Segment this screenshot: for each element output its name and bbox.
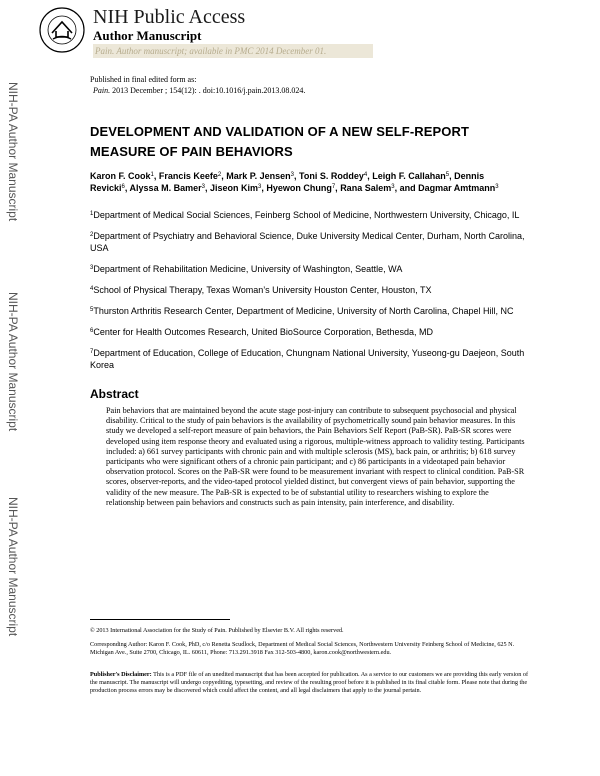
author-affiliation-number: 5: [445, 172, 450, 178]
author-name: Karon F. Cook: [90, 171, 151, 181]
affiliation-item: [90, 347, 530, 371]
author-name: Leigh F. Callahan: [372, 171, 446, 181]
author-list: Karon F. Cook$^1$, Francis Keefe$^2$, Mark P. Jensen$^3$, Toni S. Roddey$^4$, Leigh F. Callahan$^5$, Dennis Revicki$^6$, Alyssa M. Bamer$^3$, Jiseon Kim$^3$, Hyewon Chung$^7$, Rana Salem$^3$, and Dagmar Amtmann$^3$: [90, 171, 499, 193]
author-affiliation-number: 2: [217, 172, 222, 178]
corresponding-author-note: Corresponding Author: Karon F. Cook, PhD, c/o Renetta Scudlock, Department of Medical Social Sciences, Northwestern University Feinberg School of Medicine, 625 N. Michigan Ave., Suite 2700, Chicago, IL. 60611, Phone: 713.291.3918 Fax 312-503-4800, karon.cook@northwestern.edu.: [90, 641, 515, 657]
author-manuscript-subtitle: Author Manuscript: [93, 28, 202, 43]
author-name: Mark P. Jensen: [226, 171, 291, 181]
side-watermark: NIH-PA Author Manuscript: [6, 292, 20, 432]
author-affiliation-number: 3: [257, 184, 262, 190]
affiliation-text: Department of Rehabilitation Medicine, University of Washington, Seattle, WA: [93, 264, 403, 274]
author-name: Hyewon Chung: [266, 183, 332, 193]
citation-journal: Pain.: [93, 86, 111, 95]
affiliation-number: 3: [90, 265, 94, 271]
side-watermark: NIH-PA Author Manuscript: [6, 497, 20, 637]
author-name: Dennis Revicki: [90, 171, 485, 193]
availability-note: Pain. Author manuscript; available in PMC 2014 December 01.: [93, 44, 373, 58]
side-watermark: NIH-PA Author Manuscript: [6, 82, 20, 222]
affiliation-list: [90, 209, 530, 380]
author-affiliation-number: 4: [363, 172, 368, 178]
affiliation-number: 1: [90, 211, 94, 217]
affiliation-number: 5: [90, 307, 94, 313]
affiliation-number: 7: [90, 349, 94, 355]
disclaimer-text: This is a PDF file of an unedited manuscript that has been accepted for publication. As a service to our customers we are providing this early version of the manuscript. The manuscript will undergo copyediting, typesetting, and review of the resulting proof before it is published in its final citable form. Please note that during the production process errors may be discovered which could affect the content, and all legal disclaimers that apply to the journal pertain.: [90, 671, 529, 695]
affiliation-text: Thurston Arthritis Research Center, Department of Medicine, University of North Carolina, Chapel Hill, NC: [93, 306, 514, 316]
publisher-disclaimer: [90, 671, 530, 696]
affiliation-item: [90, 305, 530, 317]
published-label: Published in final edited form as:: [90, 75, 197, 84]
article-title: DEVELOPMENT AND VALIDATION OF A NEW SELF-REPORT MEASURE OF PAIN BEHAVIORS: [90, 124, 470, 159]
author-affiliation-number: 7: [331, 184, 336, 190]
affiliation-item: [90, 230, 530, 254]
author-affiliation-number: 3: [391, 184, 395, 190]
affiliation-text: Department of Psychiatry and Behavioral Science, Duke University Medical Center, Durham, North Carolina, USA: [90, 231, 525, 253]
disclaimer-label: Publisher's Disclaimer:: [90, 671, 152, 678]
nih-public-access-title: NIH Public Access: [93, 6, 246, 28]
author-affiliation-number: 3: [290, 172, 294, 178]
citation-details: 2013 December ; 154(12): . doi:10.1016/j.pain.2013.08.024.: [110, 86, 306, 95]
author-affiliation-number: 3: [495, 184, 499, 190]
affiliation-item: [90, 284, 530, 296]
nih-logo: [38, 6, 86, 54]
copyright-note: © 2013 International Association for the Study of Pain. Published by Elsevier B.V. All rights reserved.: [90, 627, 344, 634]
author-name: Dagmar Amtmann: [418, 183, 496, 193]
affiliation-text: Department of Medical Social Sciences, Feinberg School of Medicine, Northwestern University, Chicago, IL: [93, 210, 520, 220]
affiliation-text: Center for Health Outcomes Research, United BioSource Corporation, Bethesda, MD: [93, 327, 434, 337]
author-name: Toni S. Roddey: [299, 171, 364, 181]
affiliation-item: [90, 326, 530, 338]
affiliation-text: School of Physical Therapy, Texas Woman’s University Houston Center, Houston, TX: [93, 285, 432, 295]
affiliation-item: [90, 209, 530, 221]
affiliation-number: 2: [90, 232, 94, 238]
author-name: Francis Keefe: [158, 171, 218, 181]
author-name: Rana Salem: [340, 183, 392, 193]
author-affiliation-number: 1: [150, 172, 154, 178]
abstract-heading: Abstract: [90, 387, 139, 401]
footnote-divider: [90, 619, 230, 620]
author-affiliation-number: 6: [121, 184, 125, 190]
affiliation-item: [90, 263, 530, 275]
affiliation-text: Department of Education, College of Education, Chungnam National University, Yuseong-gu Daejeon, South Korea: [90, 348, 525, 370]
affiliation-number: 4: [90, 286, 94, 292]
affiliation-number: 6: [90, 328, 94, 334]
abstract-text: Pain behaviors that are maintained beyond the acute stage post-injury can contribute to subsequent psychosocial and physical disability. Critical to the study of pain behaviors is the availability of psychometrically sound pain behavior measures. In this study we developed a self-report measure of pain behaviors, the Pain Behaviors Self Report (PaB-SR). PaB-SR scores were developed using item response theory and evaluated using a rigorous, multiple-witness approach to validity testing. Participants included: a) 661 survey participants with chronic pain and with multiple sclerosis (MS), back pain, or arthritis; b) 618 survey participants who were significant others of a chronic pain participant; and c) 86 participants in a videotaped pain behavior observation protocol. Scores on the PaB-SR were found to be measurement invariant with respect to clinical condition. PaB-SR scores, observer-reports, and the video-taped protocol yielded distinct, but convergent views of pain behavior, supporting the validity of the new measure. The PaB-SR is expected to be of substantial utility to researchers wishing to explore the relationship between pain behaviors and constructs such as pain intensity, pain interference, and disability.: [106, 406, 525, 507]
citation: [93, 85, 305, 96]
author-name: Jiseon Kim: [209, 183, 258, 193]
author-name: Alyssa M. Bamer: [129, 183, 202, 193]
author-affiliation-number: 3: [201, 184, 205, 190]
